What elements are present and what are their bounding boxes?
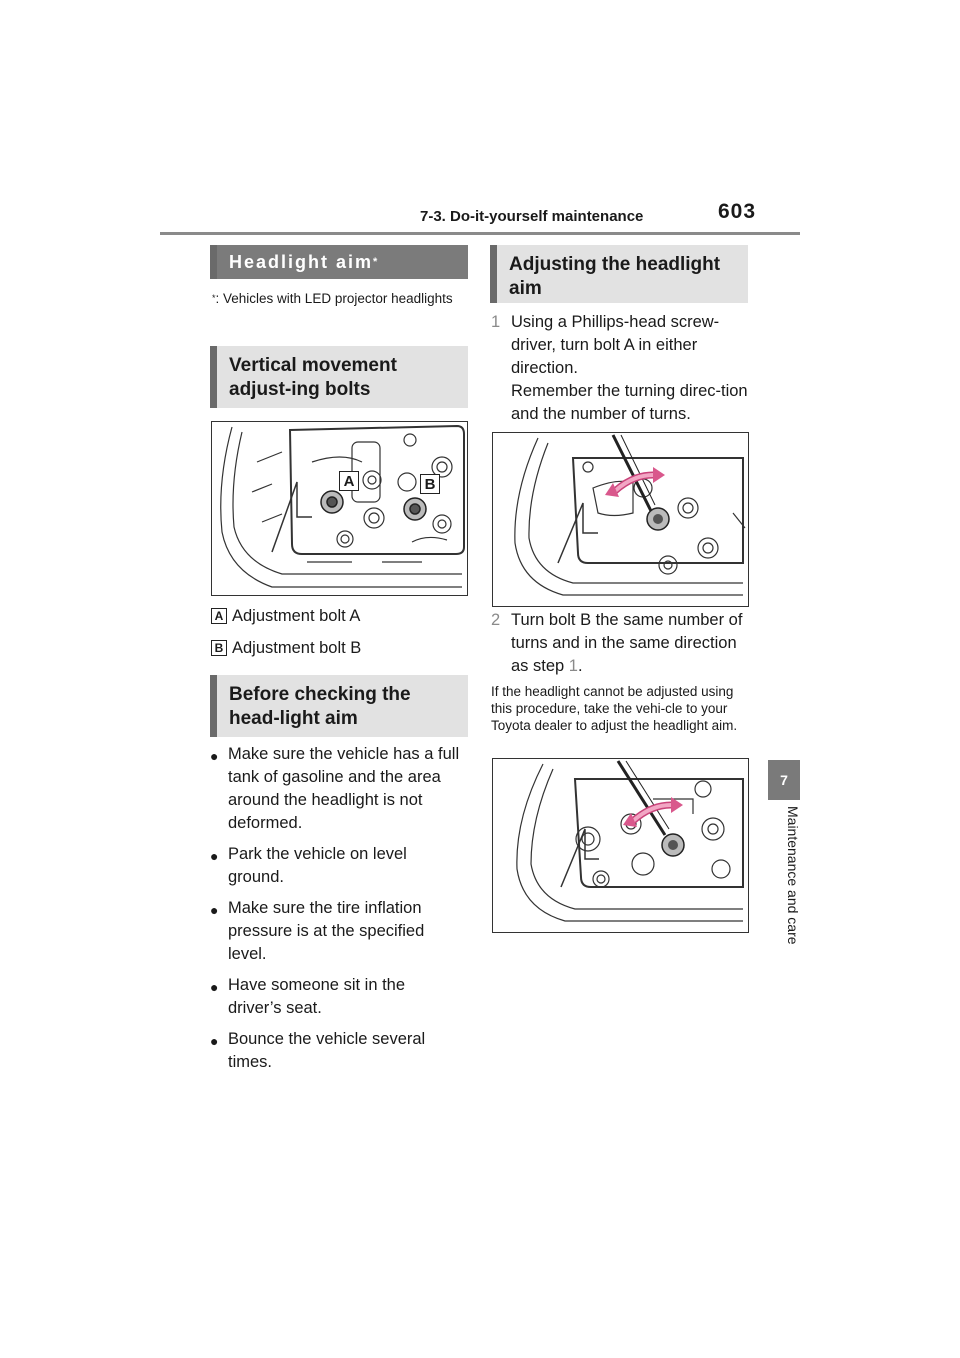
chapter-tab: 7 [768, 760, 800, 800]
step-1-text: Using a Phillips-head screw-driver, turn bolt A in either direction. [511, 313, 720, 377]
step-1-note: Remember the turning direc-tion and the number of turns. [511, 382, 748, 423]
engine-bay-illustration [212, 422, 467, 595]
vertical-bolts-title: Vertical movement adjust-ing bolts [229, 355, 397, 400]
figure-adjusting-bolts [211, 421, 468, 596]
list-item: ● Park the vehicle on level ground. [210, 845, 407, 886]
legend-key-a: A [211, 608, 227, 624]
checklist [210, 743, 460, 1074]
turn-bolt-b-illustration [493, 759, 748, 932]
step-2-end: . [577, 657, 583, 675]
before-checking-heading [210, 675, 468, 737]
adjust-note: If the headlight cannot be adjusted using this procedure, take the vehi-cle to your Toyota dealer to adjust the headlight aim. [491, 684, 738, 733]
step-1 [491, 311, 749, 426]
step-2-ref: 1 [568, 657, 578, 675]
footnote-text: : Vehicles with LED projector headlights [215, 291, 453, 306]
footnote [212, 290, 462, 307]
page-number: 603 [718, 200, 757, 223]
list-item: ● Make sure the vehicle has a full tank of gasoline and the area around the headlight is not deformed. [210, 745, 460, 832]
figure-turn-bolt-a [492, 432, 749, 607]
vertical-bolts-heading [210, 346, 468, 408]
step-2-text: Turn bolt B the same number of turns and in the same direction as step [511, 611, 743, 675]
adjusting-title: Adjusting the headlight aim [509, 254, 721, 299]
header-rule [160, 232, 800, 235]
section-title: 7-3. Do-it-yourself maintenance [420, 208, 644, 225]
legend-key-b: B [211, 640, 227, 656]
list-item: ● Bounce the vehicle several times. [210, 1030, 426, 1071]
step-2 [491, 609, 749, 678]
callout-a: A [339, 471, 359, 491]
step-1-number: 1 [491, 313, 501, 331]
legend-text-b: Adjustment bolt B [232, 639, 362, 657]
list-item: ● Have someone sit in the driver’s seat. [210, 976, 406, 1017]
headlight-aim-title: Headlight aim [229, 252, 374, 272]
turn-bolt-a-illustration [493, 433, 748, 606]
footnote-mark: * [212, 293, 216, 303]
list-item: ● Make sure the tire inflation pressure is at the specified level. [210, 899, 425, 963]
before-checking-title: Before checking the head-light aim [229, 684, 411, 729]
heading-asterisk: * [373, 256, 380, 268]
legend-text-a: Adjustment bolt A [232, 607, 361, 625]
step-2-number: 2 [491, 611, 501, 629]
adjusting-heading [490, 245, 748, 303]
headlight-aim-heading [210, 245, 468, 279]
chapter-title: Maintenance and care [785, 806, 801, 945]
figure-turn-bolt-b [492, 758, 749, 933]
callout-b: B [420, 474, 440, 494]
